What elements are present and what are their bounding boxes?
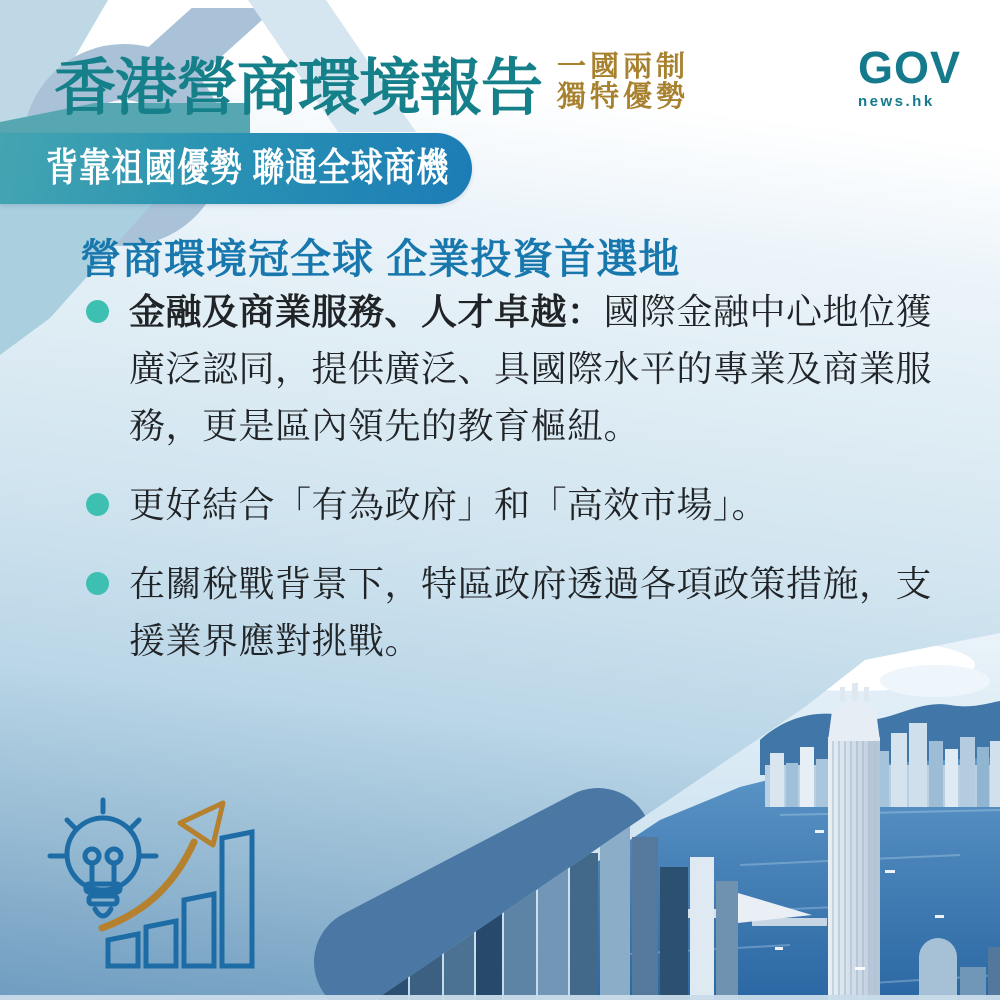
growth-illustration <box>40 778 270 993</box>
bullet-dot-icon <box>86 493 109 516</box>
bullet-text <box>129 283 952 454</box>
bullet-body: 更好結合「有為政府」和「高效市場」。 <box>129 484 769 525</box>
key-points-list <box>86 283 964 691</box>
section-heading: 營商環境冠全球 企業投資首選地 <box>80 236 681 282</box>
page-title: 香港營商環境報告 <box>54 54 543 123</box>
govnews-logo <box>858 42 962 110</box>
bullet-body: 在關稅戰背景下，特區政府透過各項政策措施，支援業界應對挑戰。 <box>129 563 933 661</box>
lightbulb-icon <box>50 800 156 916</box>
bullet-text <box>129 476 952 533</box>
bottom-edge-strip <box>0 995 1000 1000</box>
page-subtitle <box>557 52 689 112</box>
bullet-bold-lead: 金融及商業服務、人才卓越： <box>129 291 604 332</box>
bullet-dot-icon <box>86 572 109 595</box>
list-item <box>86 555 964 669</box>
bar-chart-icon <box>108 832 252 966</box>
govnews-logo-main: GOV <box>858 42 962 93</box>
subtitle-line-2: 獨特優勢 <box>557 81 690 113</box>
bullet-body: 國際金融中心地位獲廣泛認同，提供廣泛、具國際水平的專業及商業服務，更是區內領先的教育樞紐。 <box>129 291 933 446</box>
bullet-text <box>129 555 952 669</box>
headline-banner-text: 背靠祖國優勢 聯通全球商機 <box>45 147 450 190</box>
list-item <box>86 283 964 454</box>
govnews-logo-sub: news.hk <box>858 93 935 110</box>
ifc-tower <box>828 683 880 1000</box>
subtitle-line-1: 一國兩制 <box>557 51 690 83</box>
bullet-dot-icon <box>86 300 109 323</box>
list-item <box>86 476 964 533</box>
headline-banner <box>0 133 472 204</box>
